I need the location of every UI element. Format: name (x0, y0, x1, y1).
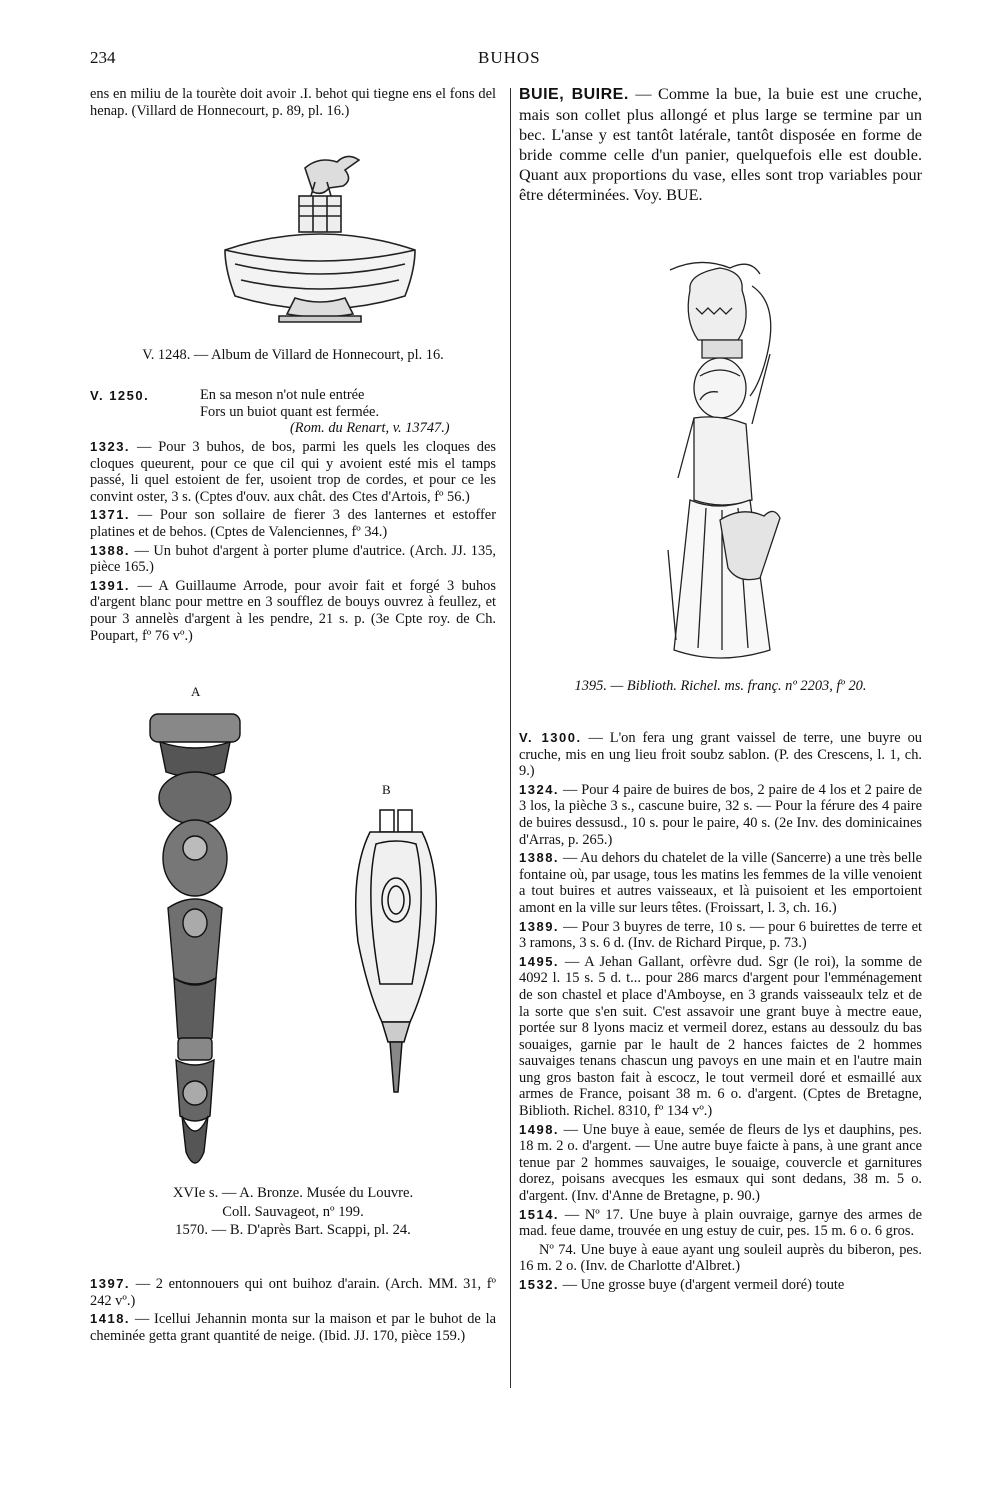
figure-captions-left (90, 1185, 496, 1241)
left-column-bottom (90, 1276, 496, 1346)
right-column-intro (519, 84, 922, 207)
page-number: 234 (90, 48, 116, 67)
entry-date: 1324. (519, 781, 560, 797)
entry-text: — Au dehors du chatelet de la ville (Sancerre) a une très belle fontaine où, par usage, tous les matins les femmes de la ville venoient a tout buires et autres vaisseaux, et là puisoient et les emportoient amont en la ville sur leurs têtes. (Froissart, l. 3, ch. 16.) (519, 850, 922, 916)
entry-text: — Pour son sollaire de fierer 3 des lanternes et estoffer platines et de behos. (Cptes de Valenciennes, fº 34.) (90, 507, 496, 540)
entry-text: — 2 entonnouers qui ont buihoz d'arain. (Arch. MM. 31, fº 242 vº.) (90, 1276, 496, 1309)
entry-1495 (519, 954, 922, 1120)
running-title: BUHOS (478, 48, 541, 67)
entry-1397 (90, 1276, 496, 1309)
verse-line: En sa meson n'ot nule entrée (200, 387, 365, 404)
entry-text: — A Jehan Gallant, orfèvre dud. Sgr (le roi), la somme de 4092 l. 15 s. 5 d. t... pour 286 marcs d'argent pour l'emménagement de son chastel et place d'Amboyse, en 3 grands vaisseaulx telz et de la sorte que s'en suit. C'est assavoir une grant buye à mectre eaue, portée sur 8 lyons maciz et vermeil dorez, estans au dessoulz du bas souaiges, garnie par le hault de 2 hances faictes de 2 hommes sauvaiges tenans chascun ung pavoys en une main et en l'autre main ung gros baston fait à escocz, le tout vermeil doré et esmaillé aux armes de France, poisant 38 m. 6 o. d'argent. (Cptes de Bretagne, Biblioth. Richel. 8310, fº 134 vº.) (519, 953, 922, 1120)
jug-caption: 1395. — Biblioth. Richel. ms. franç. nº 2203, fº 20. (574, 678, 867, 694)
entry-date: 1388. (519, 850, 560, 866)
entry-text: — Une grosse buye (d'argent vermeil doré) toute (562, 1277, 845, 1293)
fountain-basin-illustration (215, 150, 515, 330)
entry-1498 (519, 1122, 922, 1205)
verse-source: (Rom. du Renart, v. 13747.) (290, 420, 450, 437)
entry-text: — Pour 4 paire de buires de bos, 2 paire de 4 los et 2 paire de 3 los, la pièche 3 s., cascune buire, 32 s. — Pour la férure des 4 paire de buires dessusd., 10 s. pour le paire, 40 s. (2e Inv. des dominicaines d'Arras, p. 265.) (519, 781, 922, 848)
entry-date: 1498. (519, 1121, 560, 1137)
entry-1371 (90, 507, 496, 540)
entry-date: 1371. (90, 507, 131, 523)
entry-date: 1397. (90, 1276, 131, 1291)
entry-1388 (90, 543, 496, 576)
entry-date: 1323. (90, 438, 131, 454)
entry-text: — Une buye à eaue, semée de fleurs de lys et dauphins, pes. 18 m. 2 o. d'argent. — Une autre buye faicte à pans, à une grant ance tenue par 2 hommes sauvaiges, le souaige, couvercle et garnitures dorez, poisans avecques les esmaux qui sont dedans, 38 m. 5 o. d'argent. (Inv. d'Anne de Bretagne, p. 90.) (519, 1121, 922, 1205)
figure-caption-line: 1570. — B. D'après Bart. Scappi, pl. 24. (175, 1222, 411, 1239)
left-column-continued (90, 347, 496, 646)
entry-1514-continued: Nº 74. Une buye à eaue ayant ung souleil auprès du biberon, pes. 16 m. 2 o. (Inv. de Charlotte d'Albret.) (519, 1241, 922, 1275)
intro-text: ens en miliu de la tourète doit avoir .I. behot qui tiegne ens el fons del henap. (Villard de Honnecourt, p. 89, pl. 16.) (90, 86, 496, 119)
entry-1388-right (519, 850, 922, 916)
entry-text: — Un buhot d'argent à porter plume d'autrice. (Arch. JJ. 135, pièce 165.) (90, 542, 496, 576)
entry-1324 (519, 782, 922, 848)
entry-date: 1388. (90, 542, 131, 558)
figure-caption-line: Coll. Sauvageot, nº 199. (222, 1203, 364, 1220)
entry-text: — Icellui Jehannin monta sur la maison et par le buhot de la cheminée getta grant quantité de neige. (Ibid. JJ. 170, pièce 159.) (90, 1311, 496, 1344)
entry-date: 1389. (519, 918, 560, 934)
entry-date: V. 1300. (519, 730, 582, 745)
entry-1391 (90, 578, 496, 644)
woman-carrying-jug-illustration (650, 250, 800, 670)
entry-date: V. 1250. (90, 387, 150, 403)
entry-text: — L'on fera ung grant vaissel de terre, une buyre ou cruche, mis en ung lieu froit soubz sablon. (P. des Crescens, l. 1, ch. 9.) (519, 730, 922, 780)
entry-1300 (519, 730, 922, 780)
figure-caption-line: XVIe s. — A. Bronze. Musée du Louvre. (172, 1185, 414, 1201)
right-figure-caption (519, 678, 922, 697)
entry-text: — A Guillaume Arrode, pour avoir fait et forgé 3 buhos d'argent blanc pour mettre en 3 soufflez de bouys ouvrez à feullez, et pour 3 annelès d'argent à les pendre, 21 s. p. (3e Cpte roy. de Ch. Poupart, fº 76 vº.) (90, 577, 496, 644)
entry-date: 1495. (519, 953, 560, 969)
definition-text: — Comme la bue, la buie est une cruche, mais son collet plus allongé et plus large se termine par un bec. L'anse y est tantôt latérale, tantôt disposée en forme de bride comme celle d'un panier, quelquefois elle est double. Quant aux proportions du vase, elles sont trop variables pour être déterminées. Voy. BUE. (519, 85, 923, 204)
figure-label-b: B (382, 782, 391, 797)
entry-1418 (90, 1311, 496, 1344)
verse-line: Fors un buiot quant est fermée. (200, 403, 380, 420)
headword: BUIE, BUIRE. (519, 86, 629, 103)
fountain-caption: V. 1248. — Album de Villard de Honnecourt, pl. 16. (142, 347, 444, 363)
entry-1389 (519, 919, 922, 952)
entry-date: 1418. (90, 1311, 131, 1327)
entry-1514 (519, 1207, 922, 1240)
entry-date: 1391. (90, 577, 131, 593)
entry-text: — Pour 3 buhos, de bos, parmi les quels les cloques des cloques queurent, pour ce que cil qui y avoient esté mis el tamps passé, li quel estoient de fer, usoient trop de cordes, et pour ce les convint oster, 3 s. (Cptes d'ouv. aux chât. des Ctes d'Artois, fº 56.) (90, 438, 496, 505)
entry-1250 (90, 388, 496, 437)
left-column (90, 86, 496, 121)
entry-date: 1532. (519, 1277, 560, 1292)
right-column-entries (519, 730, 922, 1296)
bellows-illustration (340, 800, 450, 1100)
entry-text: — Nº 17. Une buye à plain ouvraige, garnye des armes de mad. feue dame, trouvée en ung estuy de cuir, pes. 15 m. 6 o. 6 gros. (519, 1206, 922, 1240)
figure-label-a: A (191, 684, 201, 699)
entry-1323 (90, 439, 496, 505)
entry-text: — Pour 3 buyres de terre, 10 s. — pour 6 buirettes de terre et 3 ramons, 3 s. 6 d. (Inv. de Richard Pirque, p. 73.) (519, 918, 922, 952)
entry-1532 (519, 1277, 922, 1294)
bronze-bellows-nozzle-illustration (140, 708, 250, 1178)
headword-entry (519, 84, 922, 205)
entry-date: 1514. (519, 1206, 560, 1222)
